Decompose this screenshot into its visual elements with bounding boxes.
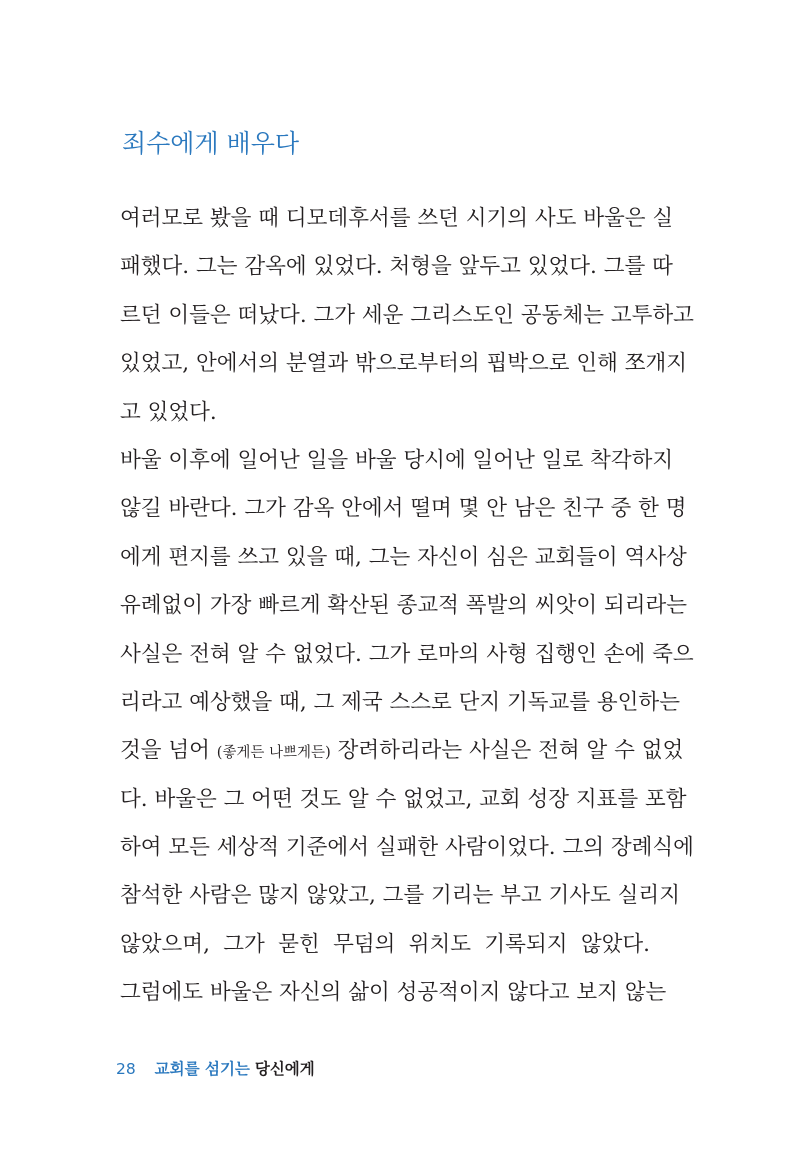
text-line: 않길 바란다. 그가 감옥 안에서 떨며 몇 안 남은 친구 중 한 명: [120, 496, 687, 522]
text-line: 하여 모든 세상적 기준에서 실패한 사람이었다. 그의 장례식에: [120, 835, 694, 861]
text-line: 않았으며, 그가 묻힌 무덤의 위치도 기록되지 않았다.: [120, 931, 650, 957]
page-footer: [116, 1058, 315, 1080]
text-line: 그럼에도 바울은 자신의 삶이 성공적이지 않다고 보지 않는: [120, 980, 667, 1006]
text-line: 다. 바울은 그 어떤 것도 알 수 없었고, 교회 성장 지표를 포함: [120, 786, 687, 812]
book-title-colored: 교회를 섬기는: [154, 1060, 250, 1078]
text-line: 바울 이후에 일어난 일을 바울 당시에 일어난 일로 착각하지: [120, 447, 674, 473]
text-line: 사실은 전혀 알 수 없었다. 그가 로마의 사형 집행인 손에 죽으: [120, 641, 694, 667]
text-line: 여러모로 봤을 때 디모데후서를 쓰던 시기의 사도 바울은 실: [120, 206, 674, 231]
text-line: 고 있었다.: [120, 399, 217, 425]
text-line: 르던 이들은 떠났다. 그가 세운 그리스도인 공동체는 고투하고: [120, 302, 694, 328]
text-line: 에게 편지를 쓰고 있을 때, 그는 자신이 심은 교회들이 역사상: [120, 544, 687, 570]
text-line-with-note: [120, 727, 684, 775]
text-line: 유례없이 가장 빠르게 확산된 종교적 폭발의 씨앗이 되리라는: [120, 593, 688, 619]
parenthetical-note: (좋게든 나쁘게든): [216, 745, 331, 762]
body-text: [120, 195, 694, 1018]
section-title: 죄수에게 배우다: [122, 129, 299, 158]
book-title-plain: 당신에게: [254, 1060, 315, 1078]
text-line: 있었고, 안에서의 분열과 밖으로부터의 핍박으로 인해 쪼개지: [120, 351, 688, 377]
text-line: 참석한 사람은 많지 않았고, 그를 기리는 부고 기사도 실리지: [120, 883, 680, 909]
text-segment: 장려하리라는 사실은 전혀 알 수 없었: [330, 738, 684, 764]
page-number: 28: [116, 1060, 136, 1078]
text-segment: 것을 넘어: [120, 738, 217, 764]
text-line: 패했다. 그는 감옥에 있었다. 처형을 앞두고 있었다. 그를 따: [120, 254, 673, 280]
text-line: 리라고 예상했을 때, 그 제국 스스로 단지 기독교를 용인하는: [120, 689, 680, 715]
